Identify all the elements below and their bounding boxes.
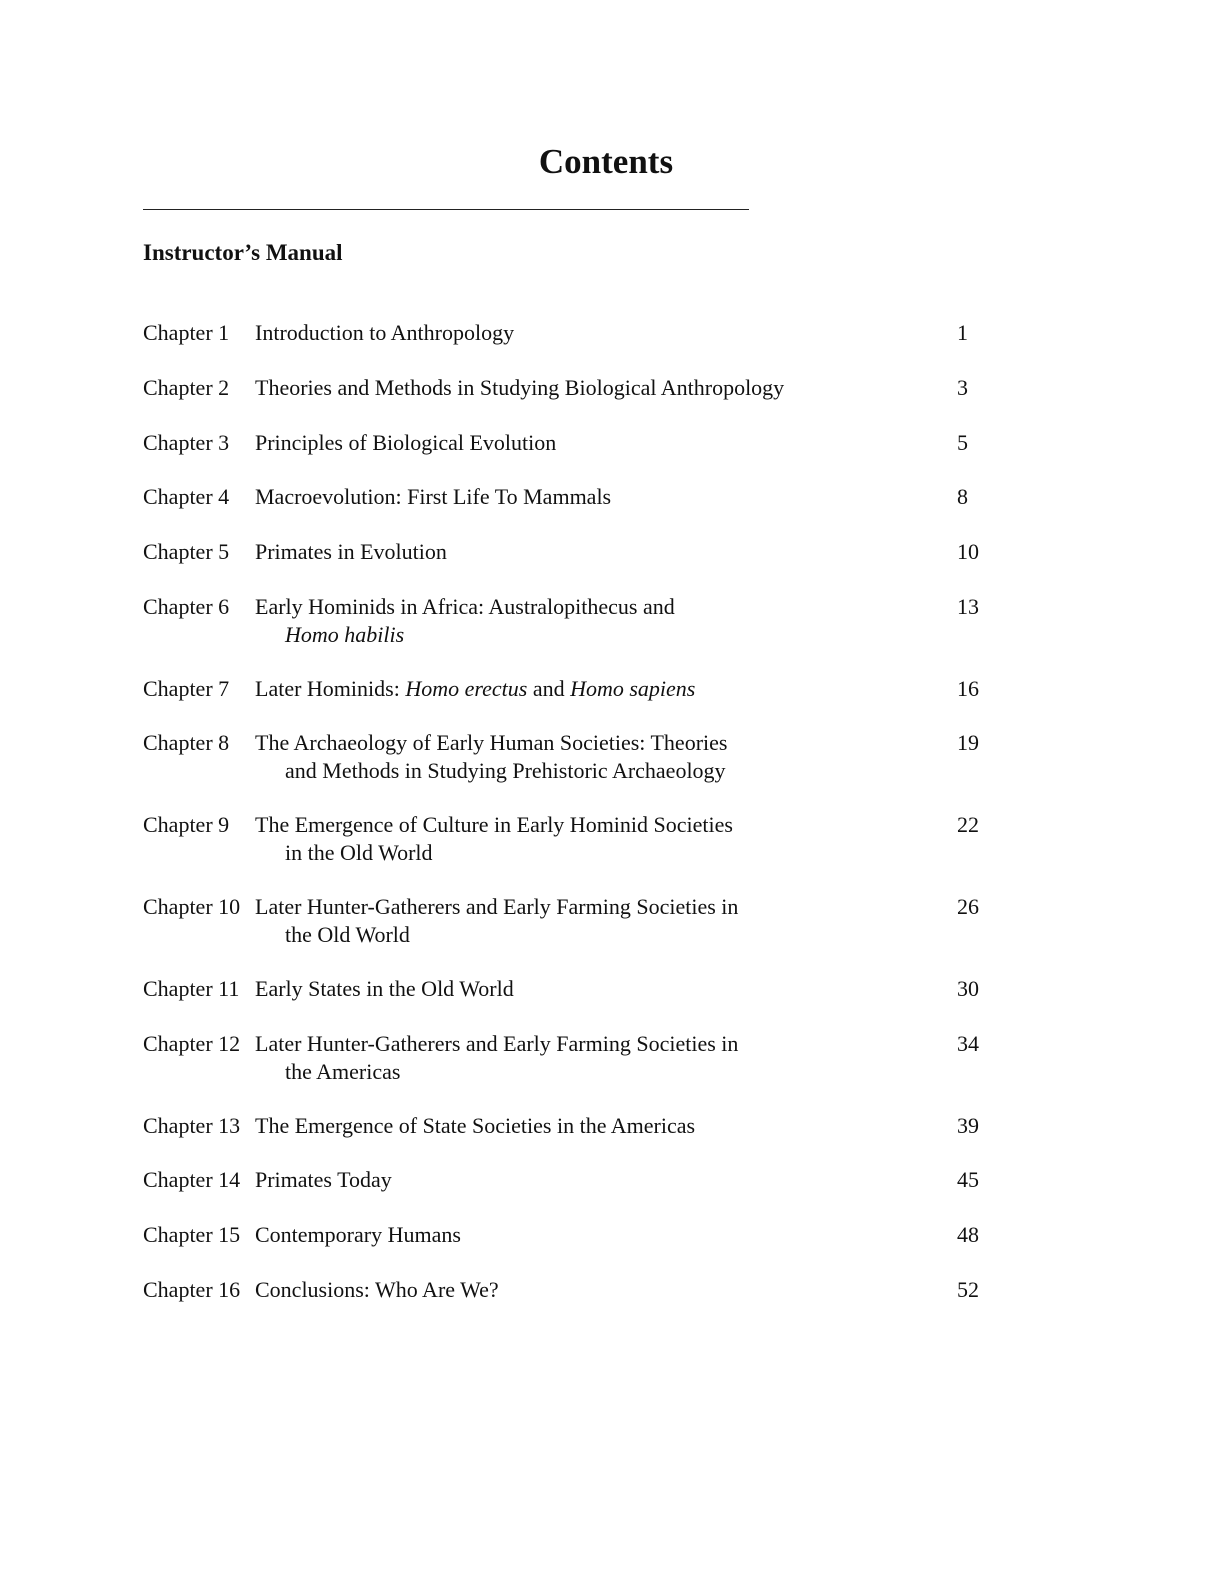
toc-title-line: Introduction to Anthropology — [255, 320, 515, 345]
toc-title-line: Conclusions: Who Are We? — [255, 1277, 499, 1302]
toc-chapter-title — [255, 429, 895, 457]
toc-chapter-title — [255, 1166, 895, 1194]
toc-title-line: Primates Today — [255, 1167, 392, 1192]
toc-title-line: The Emergence of Culture in Early Hominid Societies — [255, 812, 733, 837]
toc-chapter-title — [255, 1030, 895, 1086]
toc-chapter-label: Chapter 5 — [143, 539, 230, 564]
toc-chapter-title — [255, 538, 895, 566]
toc-page-number: 45 — [957, 1167, 979, 1192]
toc-chapter-label: Chapter 8 — [143, 730, 230, 755]
toc-title-line: Theories and Methods in Studying Biological Anthropology — [255, 375, 785, 400]
toc-page-number: 26 — [957, 894, 979, 919]
toc-chapter-title — [255, 729, 895, 785]
page-title: Contents — [538, 142, 674, 181]
toc-title-line: The Emergence of State Societies in the Americas — [255, 1113, 696, 1138]
toc-title-line: Early Hominids in Africa: Australopithecus and — [255, 594, 675, 619]
toc-chapter-title — [255, 593, 895, 649]
toc-page-number: 13 — [957, 594, 979, 619]
toc-chapter-title — [255, 319, 895, 347]
toc-page-number: 16 — [957, 676, 979, 701]
toc-title-line: Primates in Evolution — [255, 539, 447, 564]
toc-title-continuation: and Methods in Studying Prehistoric Archaeology — [285, 758, 726, 783]
toc-title-line: Later Hunter-Gatherers and Early Farming Societies in — [255, 1031, 739, 1056]
toc-chapter-label: Chapter 11 — [143, 976, 240, 1001]
toc-chapter-label: Chapter 6 — [143, 594, 230, 619]
toc-chapter-label: Chapter 4 — [143, 484, 230, 509]
toc-page-number: 5 — [957, 430, 968, 455]
toc-chapter-label: Chapter 9 — [143, 812, 230, 837]
toc-chapter-title — [255, 1221, 895, 1249]
toc-title-continuation: in the Old World — [285, 840, 433, 865]
toc-title-italic: Homo erectus — [405, 676, 528, 701]
toc-chapter-label: Chapter 16 — [143, 1277, 241, 1302]
toc-page-number: 3 — [957, 375, 968, 400]
toc-chapter-title — [255, 975, 895, 1003]
toc-chapter-title — [255, 675, 895, 703]
toc-title-part: Later Hominids: — [255, 676, 406, 701]
toc-chapter-title — [255, 893, 895, 949]
toc-page-number: 48 — [957, 1222, 979, 1247]
toc-title-continuation: Homo habilis — [285, 622, 405, 647]
toc-title-line: Contemporary Humans — [255, 1222, 461, 1247]
toc-title-italic: Homo sapiens — [570, 676, 696, 701]
toc-page-number: 10 — [957, 539, 979, 564]
toc-chapter-title — [255, 1112, 895, 1140]
toc-page-number: 8 — [957, 484, 968, 509]
toc-chapter-label: Chapter 10 — [143, 894, 241, 919]
toc-title-line: The Archaeology of Early Human Societies: Theories — [255, 730, 728, 755]
toc-chapter-title — [255, 1276, 895, 1304]
toc-page-number: 52 — [957, 1277, 979, 1302]
toc-title-line: Macroevolution: First Life To Mammals — [255, 484, 612, 509]
toc-chapter-label: Chapter 1 — [143, 320, 230, 345]
toc-chapter-label: Chapter 3 — [143, 430, 230, 455]
toc-chapter-title — [255, 374, 895, 402]
toc-chapter-label: Chapter 13 — [143, 1113, 241, 1138]
toc-page-number: 34 — [957, 1031, 979, 1056]
toc-page-number: 22 — [957, 812, 979, 837]
toc-title-line: Early States in the Old World — [255, 976, 514, 1001]
toc-chapter-label: Chapter 12 — [143, 1031, 241, 1056]
toc-chapter-title — [255, 811, 895, 867]
toc-page-number: 39 — [957, 1113, 979, 1138]
toc-title-line: Principles of Biological Evolution — [255, 430, 557, 455]
toc-title-continuation: the Old World — [285, 922, 410, 947]
toc-page-number: 19 — [957, 730, 979, 755]
toc-page-number: 1 — [957, 320, 968, 345]
toc-chapter-label: Chapter 15 — [143, 1222, 241, 1247]
toc-chapter-label: Chapter 2 — [143, 375, 230, 400]
toc-page-number: 30 — [957, 976, 979, 1001]
toc-chapter-title — [255, 483, 895, 511]
section-heading: Instructor’s Manual — [143, 240, 343, 265]
toc-chapter-label: Chapter 14 — [143, 1167, 241, 1192]
toc-title-continuation: the Americas — [285, 1059, 401, 1084]
toc-title-part: and — [527, 676, 571, 701]
toc-title-line: Later Hunter-Gatherers and Early Farming Societies in — [255, 894, 739, 919]
toc-chapter-label: Chapter 7 — [143, 676, 230, 701]
